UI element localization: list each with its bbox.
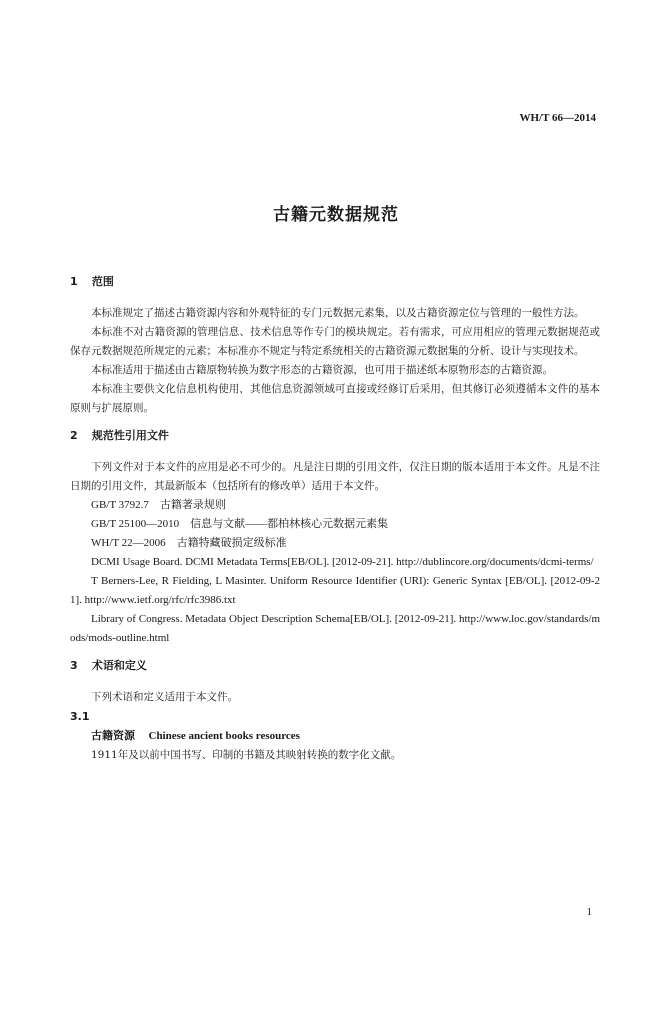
reference-item: T Berners-Lee, R Fielding, L Masinter. Uniform Resource Identifier (URI): Generic Syntax [EB/OL]. [2012-09-21]. http://www.ietf.org/rfc/rfc3986.txt [70,575,600,606]
section-title: 范围 [91,275,114,288]
section-3-heading [70,658,600,674]
page-number: 1 [586,906,592,918]
paragraph: 本标准适用于描述由古籍原物转换为数字形态的古籍资源，也可用于描述纸本原物形态的古籍资源。 [91,364,553,376]
reference-item: GB/T 3792.7 古籍著录规则 [91,499,226,511]
reference-item: DCMI Usage Board. DCMI Metadata Terms[EB/OL]. [2012-09-21]. http://dublincore.org/documents/dcmi-terms/ [91,556,594,568]
section-title: 术语和定义 [91,659,147,672]
term-definition: 1911年及以前中国书写、印制的书籍及其映射转换的数字化文献。 [91,749,402,761]
paragraph: 本标准规定了描述古籍资源内容和外观特征的专门元数据元素集，以及古籍资源定位与管理的一般性方法。 [91,307,585,319]
paragraph: 本标准不对古籍资源的管理信息、技术信息等作专门的模块规定。若有需求，可应用相应的管理元数据规范或保存元数据规范所规定的元素；本标准亦不规定与特定系统相关的古籍资源元数据集的分析、设计与实现技术。 [70,326,600,357]
term-entry [91,726,600,746]
section-number: 3 [70,659,78,672]
paragraph: 下列术语和定义适用于本文件。 [91,691,238,703]
section-number: 1 [70,275,78,288]
section-1-heading [70,274,600,290]
section-title: 规范性引用文件 [91,429,169,442]
reference-item: Library of Congress. Metadata Object Description Schema[EB/OL]. [2012-09-21]. http://www.loc.gov/standards/mods/mods-outline.html [70,613,600,644]
reference-item: GB/T 25100—2010 信息与文献——都柏林核心元数据元素集 [91,518,389,530]
document-code: WH/T 66—2014 [519,112,596,124]
term-chinese: 古籍资源 [91,729,135,742]
term-number: 3.1 [70,710,90,723]
term-english: Chinese ancient books resources [148,730,300,742]
reference-item: WH/T 22—2006 古籍特藏破损定级标准 [91,537,287,549]
section-number: 2 [70,429,78,442]
document-body [70,274,600,765]
section-2-heading [70,428,600,444]
paragraph: 本标准主要供文化信息机构使用，其他信息资源领域可直接或经修订后采用，但其修订必须遵循本文件的基本原则与扩展原则。 [70,383,600,414]
paragraph: 下列文件对于本文件的应用是必不可少的。凡是注日期的引用文件，仅注日期的版本适用于本文件。凡是不注日期的引用文件，其最新版本（包括所有的修改单）适用于本文件。 [70,461,600,492]
document-title: 古籍元数据规范 [273,205,399,225]
